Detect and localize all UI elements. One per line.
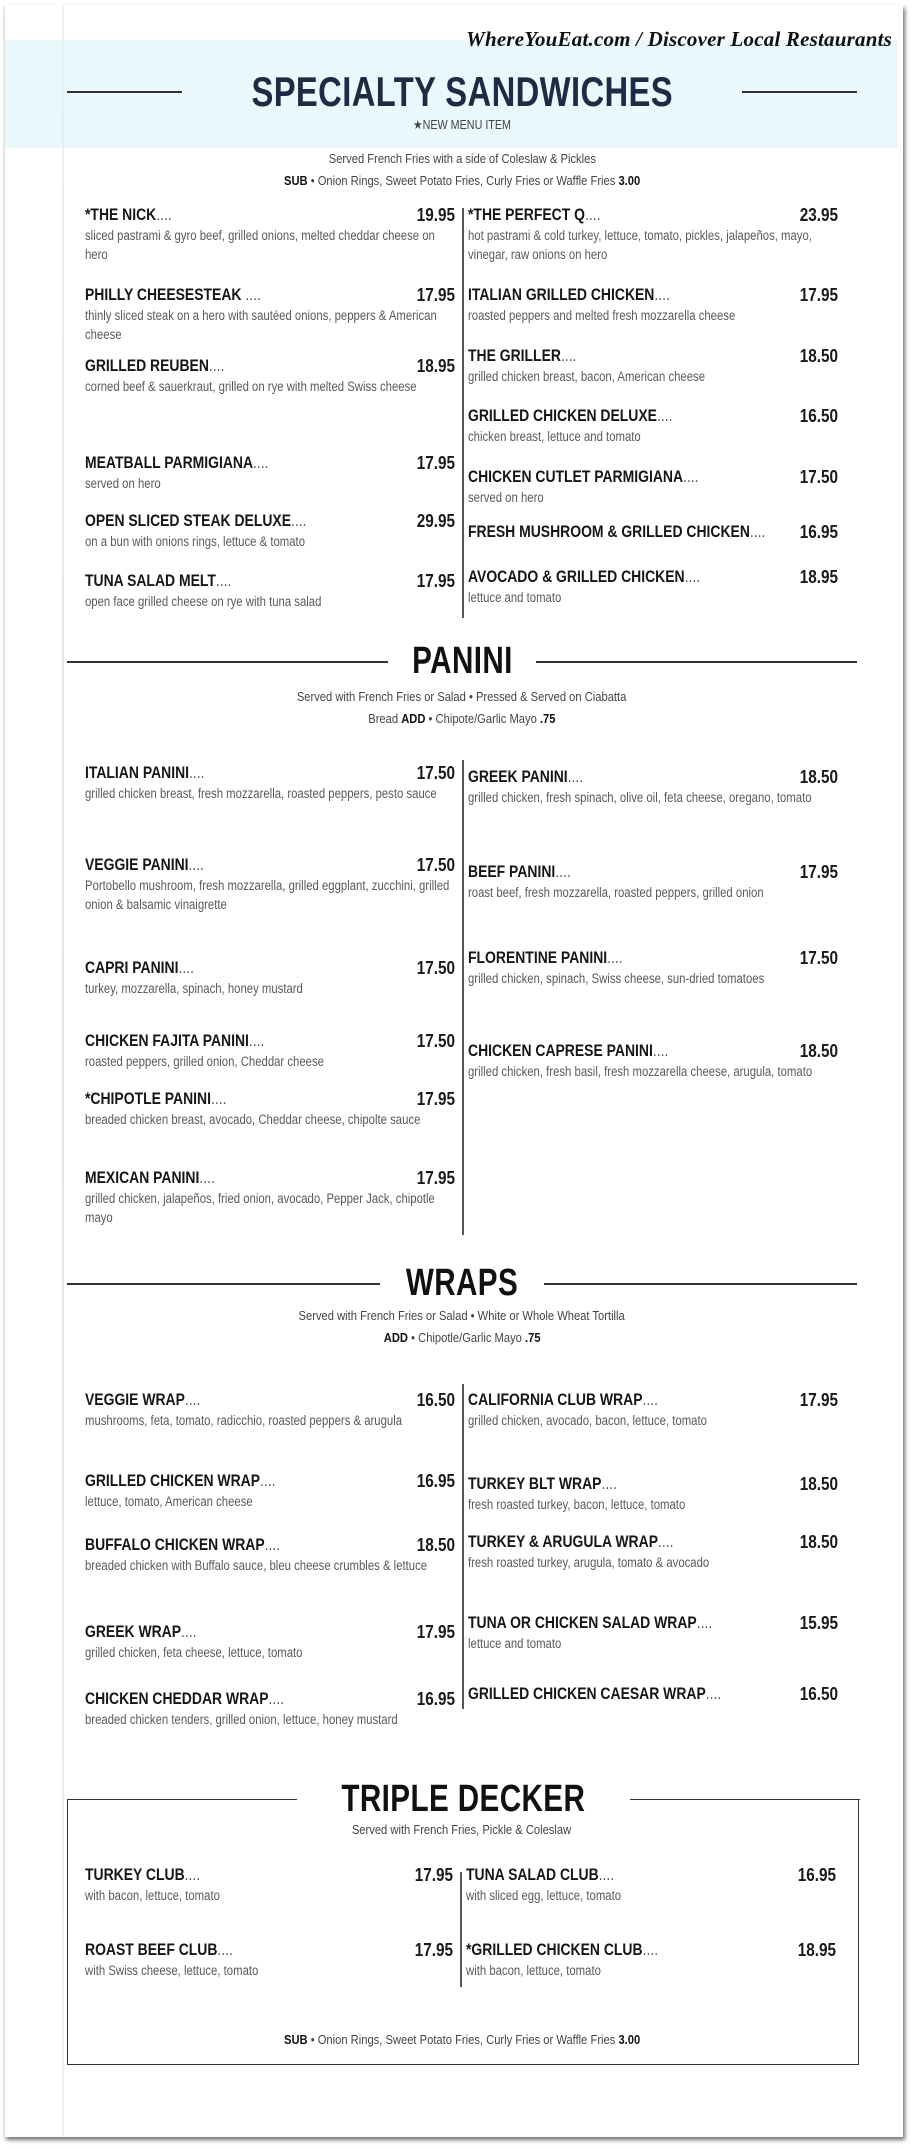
heading-rule-right — [544, 1283, 857, 1285]
item-description: grilled chicken, avocado, bacon, lettuce, tomato — [468, 1413, 707, 1428]
item-name: VEGGIE PANINI.... — [85, 855, 205, 874]
item-description: turkey, mozzarella, spinach, honey mustard — [85, 981, 303, 996]
item-price: 18.50 — [799, 346, 838, 366]
item-name: THE GRILLER.... — [468, 346, 577, 365]
item-name: FLORENTINE PANINI.... — [468, 948, 623, 967]
item-description: open face grilled cheese on rye with tuna salad — [85, 594, 322, 609]
leader-dots: .... — [184, 1390, 201, 1409]
item-name: TURKEY CLUB.... — [85, 1865, 201, 1884]
leader-dots: .... — [268, 1689, 285, 1708]
menu-item — [85, 453, 455, 493]
menu-item — [85, 571, 455, 611]
menu-item — [468, 948, 838, 988]
triple-decker-box — [67, 1799, 859, 2065]
leader-dots: .... — [253, 453, 269, 472]
item-name: *GRILLED CHICKEN CLUB.... — [466, 1940, 659, 1959]
menu-item — [85, 958, 455, 998]
item-description: roast beef, fresh mozzarella, roasted peppers, grilled onion — [468, 885, 764, 900]
leader-dots: .... — [652, 1041, 669, 1060]
item-price: 18.50 — [799, 1532, 838, 1552]
leader-dots: .... — [684, 567, 701, 586]
item-price: 17.95 — [416, 453, 455, 473]
item-price: 17.95 — [414, 1865, 453, 1885]
item-description: hot pastrami & cold turkey, lettuce, tomato, pickles, jalapeños, mayo, vinegar, raw onions on hero — [468, 228, 812, 262]
item-name: CHICKEN CAPRESE PANINI.... — [468, 1041, 669, 1060]
menu-item — [468, 406, 838, 446]
menu-item — [468, 1041, 838, 1081]
item-name: *THE NICK.... — [85, 205, 172, 224]
leader-dots: .... — [181, 1622, 197, 1641]
item-name: FRESH MUSHROOM & GRILLED CHICKEN.... — [468, 522, 766, 541]
item-description: grilled chicken, spinach, Swiss cheese, sun-dried tomatoes — [468, 971, 765, 986]
item-description: thinly sliced steak on a hero with sautéed onions, peppers & American cheese — [85, 308, 437, 342]
leader-dots: .... — [156, 205, 172, 224]
item-name: GRILLED REUBEN.... — [85, 356, 225, 375]
item-description: breaded chicken with Buffalo sauce, bleu cheese crumbles & lettuce — [85, 1558, 428, 1573]
item-price: 17.50 — [799, 467, 838, 487]
item-name: PHILLY CHEESESTEAK .... — [85, 285, 261, 304]
heading-rule-right — [536, 661, 857, 663]
menu-item — [85, 1940, 453, 1980]
leader-dots: .... — [696, 1613, 713, 1632]
item-price: 18.50 — [799, 767, 838, 787]
leader-dots: .... — [657, 1532, 674, 1551]
item-description: chicken breast, lettuce and tomato — [468, 429, 641, 444]
item-price: 17.95 — [416, 1622, 455, 1642]
item-description: grilled chicken, fresh basil, fresh mozzarella cheese, arugula, tomato — [468, 1064, 813, 1079]
menu-item — [85, 511, 455, 551]
leader-dots: .... — [683, 467, 699, 486]
item-price: 17.50 — [416, 1031, 455, 1051]
item-description: sliced pastrami & gyro beef, grilled onions, melted cheddar cheese on hero — [85, 228, 435, 262]
item-name: VEGGIE WRAP.... — [85, 1390, 201, 1409]
item-price: 17.95 — [799, 862, 838, 882]
item-name: CHICKEN CHEDDAR WRAP.... — [85, 1689, 285, 1708]
item-price: 17.95 — [416, 571, 455, 591]
menu-item — [85, 205, 455, 264]
leader-dots: .... — [189, 763, 205, 782]
item-price: 17.50 — [416, 763, 455, 783]
menu-item — [468, 285, 838, 325]
item-price: 17.95 — [416, 1089, 455, 1109]
menu-item — [85, 1865, 453, 1905]
leader-dots: .... — [184, 1865, 201, 1884]
menu-item — [85, 763, 455, 803]
page-fold-line — [62, 5, 64, 2137]
leader-dots: .... — [217, 1940, 233, 1959]
item-price: 18.95 — [799, 567, 838, 587]
item-price: 29.95 — [416, 511, 455, 531]
menu-item — [468, 1684, 838, 1704]
wraps-title: WRAPS — [405, 1262, 519, 1304]
column-divider — [462, 1384, 464, 1709]
leader-dots: .... — [210, 1089, 227, 1108]
item-name: CAPRI PANINI.... — [85, 958, 194, 977]
menu-item — [85, 1471, 455, 1511]
menu-item — [85, 1535, 455, 1575]
leader-dots: .... — [584, 205, 601, 224]
item-name: BUFFALO CHICKEN WRAP.... — [85, 1535, 281, 1554]
item-name: ROAST BEEF CLUB.... — [85, 1940, 233, 1959]
leader-dots: .... — [560, 346, 577, 365]
menu-item — [468, 767, 838, 807]
item-name: MEXICAN PANINI.... — [85, 1168, 215, 1187]
menu-item — [85, 1168, 455, 1227]
item-name: TUNA SALAD CLUB.... — [466, 1865, 615, 1884]
wraps-note-1: Served with French Fries or Salad • White or Whole Wheat Tortilla — [298, 1308, 626, 1323]
item-name: TUNA SALAD MELT.... — [85, 571, 232, 590]
menu-item — [468, 1390, 838, 1430]
item-description: with bacon, lettuce, tomato — [466, 1963, 601, 1978]
panini-note-2: Bread ADD • Chipote/Garlic Mayo .75 — [368, 711, 556, 726]
menu-item — [468, 1532, 838, 1572]
menu-item — [468, 522, 838, 542]
item-description: breaded chicken breast, avocado, Cheddar cheese, chipolte sauce — [85, 1112, 421, 1127]
item-description: grilled chicken, fresh spinach, olive oil, feta cheese, oregano, tomato — [468, 790, 812, 805]
leader-dots: .... — [705, 1684, 722, 1703]
triple-title: TRIPLE DECKER — [341, 1778, 586, 1820]
specialty-title: SPECIALTY SANDWICHES — [251, 68, 673, 115]
leader-dots: .... — [245, 285, 261, 304]
item-description: lettuce and tomato — [468, 590, 562, 605]
column-divider — [462, 208, 464, 618]
item-name: *CHIPOTLE PANINI.... — [85, 1089, 227, 1108]
item-description: fresh roasted turkey, bacon, lettuce, tomato — [468, 1497, 686, 1512]
item-description: with Swiss cheese, lettuce, tomato — [85, 1963, 259, 1978]
item-price: 18.95 — [416, 356, 455, 376]
leader-dots: .... — [188, 855, 205, 874]
item-description: Portobello mushroom, fresh mozzarella, grilled eggplant, zucchini, grilled onion & balsamic vinaigrette — [85, 878, 450, 912]
item-price: 17.50 — [416, 855, 455, 875]
item-description: grilled chicken breast, fresh mozzarella, roasted peppers, pesto sauce — [85, 786, 437, 801]
item-description: grilled chicken, jalapeños, fried onion, avocado, Pepper Jack, chipotle mayo — [85, 1191, 435, 1225]
leader-dots: .... — [598, 1865, 615, 1884]
leader-dots: .... — [178, 958, 194, 977]
leader-dots: .... — [642, 1940, 659, 1959]
wraps-heading — [67, 1262, 857, 1305]
item-name: TURKEY & ARUGULA WRAP.... — [468, 1532, 674, 1551]
heading-rule-right — [630, 1799, 860, 1801]
item-description: served on hero — [468, 490, 544, 505]
menu-item — [466, 1865, 836, 1905]
item-price: 17.95 — [799, 1390, 838, 1410]
leader-dots: .... — [555, 862, 571, 881]
heading-rule-right — [742, 91, 857, 93]
item-price: 19.95 — [416, 205, 455, 225]
item-name: CHICKEN CUTLET PARMIGIANA.... — [468, 467, 699, 486]
item-name: BEEF PANINI.... — [468, 862, 571, 881]
item-price: 18.50 — [799, 1474, 838, 1494]
leader-dots: .... — [749, 522, 766, 541]
item-description: roasted peppers, grilled onion, Cheddar cheese — [85, 1054, 324, 1069]
leader-dots: .... — [208, 356, 225, 375]
item-description: served on hero — [85, 476, 161, 491]
item-name: GREEK WRAP.... — [85, 1622, 197, 1641]
menu-item — [468, 862, 838, 902]
menu-item — [468, 567, 838, 607]
item-name: GRILLED CHICKEN CAESAR WRAP.... — [468, 1684, 722, 1703]
item-price: 17.95 — [416, 285, 455, 305]
item-name: ITALIAN GRILLED CHICKEN.... — [468, 285, 670, 304]
item-description: with bacon, lettuce, tomato — [85, 1888, 220, 1903]
item-price: 16.95 — [799, 522, 838, 542]
item-price: 17.95 — [799, 285, 838, 305]
item-name: *THE PERFECT Q.... — [468, 205, 601, 224]
item-price: 17.50 — [799, 948, 838, 968]
panini-title: PANINI — [411, 640, 513, 682]
menu-item — [468, 467, 838, 507]
triple-note: Served with French Fries, Pickle & Coleslaw — [352, 1822, 572, 1837]
item-name: CHICKEN FAJITA PANINI.... — [85, 1031, 265, 1050]
item-price: 18.50 — [416, 1535, 455, 1555]
item-description: mushrooms, feta, tomato, radicchio, roasted peppers & arugula — [85, 1413, 403, 1428]
item-description: corned beef & sauerkraut, grilled on rye with melted Swiss cheese — [85, 379, 417, 394]
menu-item — [85, 1689, 455, 1729]
leader-dots: .... — [215, 571, 232, 590]
column-divider — [460, 1872, 462, 1987]
item-description: fresh roasted turkey, arugula, tomato & avocado — [468, 1555, 710, 1570]
new-item-legend: ★NEW MENU ITEM — [412, 118, 512, 132]
item-price: 17.95 — [416, 1168, 455, 1188]
item-name: CALIFORNIA CLUB WRAP.... — [468, 1390, 658, 1409]
menu-item — [85, 1390, 455, 1430]
leader-dots: .... — [654, 285, 670, 304]
leader-dots: .... — [656, 406, 673, 425]
item-price: 16.50 — [799, 406, 838, 426]
item-price: 18.95 — [797, 1940, 836, 1960]
leader-dots: .... — [248, 1031, 265, 1050]
item-price: 16.95 — [416, 1689, 455, 1709]
item-description: grilled chicken, feta cheese, lettuce, tomato — [85, 1645, 303, 1660]
triple-heading — [67, 1778, 860, 1821]
heading-rule-left — [67, 1799, 297, 1801]
item-description: grilled chicken breast, bacon, American cheese — [468, 369, 706, 384]
menu-item — [85, 285, 455, 344]
watermark: WhereYouEat.com / Discover Local Restaurants — [466, 27, 892, 51]
item-name: AVOCADO & GRILLED CHICKEN.... — [468, 567, 701, 586]
item-name: TUNA OR CHICKEN SALAD WRAP.... — [468, 1613, 713, 1632]
item-description: roasted peppers and melted fresh mozzarella cheese — [468, 308, 736, 323]
item-description: on a bun with onions rings, lettuce & tomato — [85, 534, 306, 549]
leader-dots: .... — [601, 1474, 617, 1493]
item-name: TURKEY BLT WRAP.... — [468, 1474, 617, 1493]
heading-rule-left — [67, 1283, 380, 1285]
item-name: GRILLED CHICKEN WRAP.... — [85, 1471, 276, 1490]
leader-dots: .... — [291, 511, 307, 530]
item-name: OPEN SLICED STEAK DELUXE.... — [85, 511, 307, 530]
item-name: GRILLED CHICKEN DELUXE.... — [468, 406, 673, 425]
menu-item — [466, 1940, 836, 1980]
item-price: 16.95 — [416, 1471, 455, 1491]
specialty-note-1: Served French Fries with a side of Coleslaw & Pickles — [328, 151, 596, 166]
item-description: with sliced egg, lettuce, tomato — [466, 1888, 622, 1903]
menu-item — [85, 1622, 455, 1662]
column-divider — [462, 760, 464, 1235]
menu-item — [85, 1089, 455, 1129]
menu-item — [468, 1613, 838, 1653]
menu-item — [468, 1474, 838, 1514]
item-price: 15.95 — [799, 1613, 838, 1633]
specialty-note-2: SUB • Onion Rings, Sweet Potato Fries, Curly Fries or Waffle Fries 3.00 — [283, 173, 641, 188]
leader-dots: .... — [260, 1471, 276, 1490]
leader-dots: .... — [199, 1168, 215, 1187]
heading-rule-left — [67, 661, 388, 663]
menu-item — [468, 346, 838, 386]
item-name: GREEK PANINI.... — [468, 767, 584, 786]
item-description: breaded chicken tenders, grilled onion, lettuce, honey mustard — [85, 1712, 398, 1727]
item-price: 16.50 — [799, 1684, 838, 1704]
menu-item — [85, 1031, 455, 1071]
menu-item — [468, 205, 838, 264]
item-name: MEATBALL PARMIGIANA.... — [85, 453, 269, 472]
item-name: ITALIAN PANINI.... — [85, 763, 205, 782]
item-price: 16.95 — [797, 1865, 836, 1885]
item-price: 17.50 — [416, 958, 455, 978]
item-description: lettuce, tomato, American cheese — [85, 1494, 253, 1509]
leader-dots: .... — [567, 767, 584, 786]
leader-dots: .... — [642, 1390, 658, 1409]
item-price: 16.50 — [416, 1390, 455, 1410]
menu-item — [85, 356, 455, 396]
item-description: lettuce and tomato — [468, 1636, 562, 1651]
specialty-heading — [67, 68, 857, 116]
panini-heading — [67, 640, 857, 683]
panini-note-1: Served with French Fries or Salad • Pressed & Served on Ciabatta — [297, 689, 627, 704]
item-price: 17.95 — [414, 1940, 453, 1960]
leader-dots: .... — [264, 1535, 281, 1554]
leader-dots: .... — [607, 948, 623, 967]
heading-rule-left — [67, 91, 182, 93]
triple-sub-note: SUB • Onion Rings, Sweet Potato Fries, Curly Fries or Waffle Fries 3.00 — [283, 2032, 641, 2047]
menu-item — [85, 855, 455, 914]
wraps-note-2: ADD • Chipotle/Garlic Mayo .75 — [383, 1330, 541, 1345]
item-price: 23.95 — [799, 205, 838, 225]
item-price: 18.50 — [799, 1041, 838, 1061]
